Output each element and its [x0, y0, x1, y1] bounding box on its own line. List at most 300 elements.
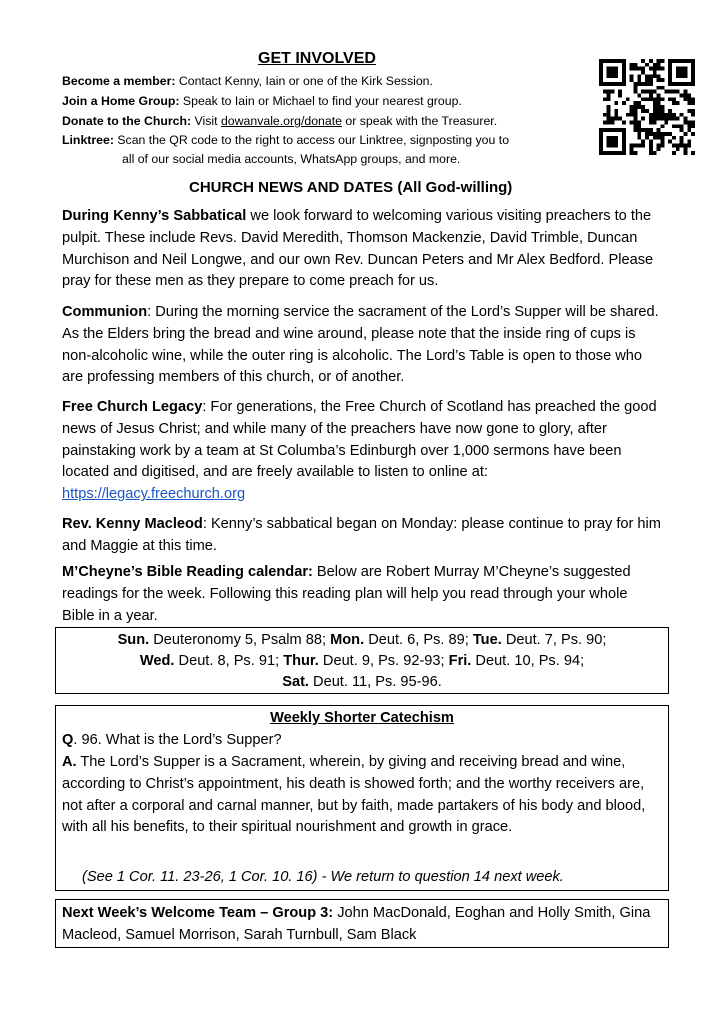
qr-module: [683, 143, 687, 147]
qr-module: [657, 128, 661, 132]
reading-text: Deut. 10, Ps. 94;: [471, 653, 585, 669]
qr-module: [607, 117, 611, 121]
qr-module: [683, 67, 687, 71]
qr-module: [649, 128, 653, 132]
qr-module: [622, 101, 626, 105]
qr-module: [676, 124, 680, 128]
qr-module: [660, 97, 664, 101]
qr-module: [641, 109, 645, 113]
qr-module: [683, 59, 687, 63]
qr-module: [680, 113, 684, 117]
qr-module: [614, 109, 618, 113]
qr-module: [637, 120, 641, 124]
qr-module: [614, 117, 618, 121]
qr-module: [599, 82, 603, 86]
qr-module: [691, 78, 695, 82]
qr-module: [618, 90, 622, 94]
qr-module: [668, 90, 672, 94]
qr-module: [660, 105, 664, 109]
reading-day: Sun.: [117, 632, 150, 648]
qr-module: [614, 136, 618, 140]
qr-module: [637, 128, 641, 132]
qr-module: [687, 143, 691, 147]
qr-module: [680, 124, 684, 128]
qr-module: [676, 82, 680, 86]
qr-module: [611, 82, 615, 86]
qr-module: [641, 59, 645, 63]
qr-module: [649, 74, 653, 78]
welcome-team-box: [55, 899, 669, 948]
qr-module: [680, 128, 684, 132]
qr-module: [657, 136, 661, 140]
qr-module: [599, 74, 603, 78]
qr-module: [641, 67, 645, 71]
qr-module: [649, 117, 653, 121]
qr-module: [641, 90, 645, 94]
qr-module: [680, 140, 684, 144]
qr-module: [634, 101, 638, 105]
qr-module: [599, 71, 603, 75]
qr-module: [603, 120, 607, 124]
qr-module: [607, 71, 611, 75]
reading-day: Mon.: [330, 632, 365, 648]
qr-module: [641, 117, 645, 121]
qr-module: [599, 143, 603, 147]
qr-module: [622, 136, 626, 140]
qr-module: [691, 67, 695, 71]
qr-module: [668, 71, 672, 75]
qr-module: [649, 147, 653, 151]
qr-module: [622, 59, 626, 63]
question-label: Q: [62, 732, 74, 748]
qr-module: [607, 67, 611, 71]
qr-module: [641, 143, 645, 147]
donate-text-after: or speak with the Treasurer.: [341, 114, 498, 128]
qr-module: [611, 117, 615, 121]
qr-module: [622, 82, 626, 86]
qr-module: [687, 97, 691, 101]
qr-module: [672, 82, 676, 86]
qr-module: [607, 113, 611, 117]
qr-module: [672, 136, 676, 140]
qr-module: [634, 128, 638, 132]
qr-module: [599, 63, 603, 67]
qr-module: [691, 82, 695, 86]
qr-module: [599, 147, 603, 151]
legacy-paragraph: [62, 397, 662, 506]
qr-module: [676, 90, 680, 94]
question-text: . 96. What is the Lord’s Supper?: [73, 732, 282, 748]
qr-module: [672, 124, 676, 128]
qr-module: [618, 82, 622, 86]
qr-module: [687, 59, 691, 63]
qr-module: [691, 120, 695, 124]
qr-module: [614, 113, 618, 117]
qr-module: [607, 120, 611, 124]
qr-code-icon[interactable]: [599, 59, 695, 155]
qr-module: [649, 97, 653, 101]
qr-module: [653, 63, 657, 67]
qr-module: [630, 151, 634, 155]
qr-module: [630, 147, 634, 151]
qr-module: [630, 120, 634, 124]
qr-module: [680, 82, 684, 86]
mcheyne-text: Below are Robert Murray M’Cheyne’s suggested readings for the week. Following this reading plan will help you read through your whole Bible in a year.: [62, 564, 631, 624]
qr-module: [649, 59, 653, 63]
qr-module: [664, 113, 668, 117]
qr-module: [645, 132, 649, 136]
qr-module: [637, 74, 641, 78]
qr-module: [672, 101, 676, 105]
qr-module: [687, 94, 691, 98]
qr-module: [637, 124, 641, 128]
qr-module: [611, 143, 615, 147]
sabbatical-paragraph: [62, 206, 662, 293]
qr-module: [645, 63, 649, 67]
qr-module: [653, 71, 657, 75]
qr-module: [614, 67, 618, 71]
qr-module: [614, 71, 618, 75]
qr-module: [645, 74, 649, 78]
kenny-text: : Kenny’s sabbatical began on Monday: please continue to pray for him and Maggie at this time.: [62, 516, 661, 554]
qr-module: [687, 128, 691, 132]
qr-module: [657, 143, 661, 147]
qr-module: [653, 67, 657, 71]
qr-module: [603, 113, 607, 117]
qr-module: [676, 74, 680, 78]
qr-module: [680, 136, 684, 140]
qr-module: [634, 105, 638, 109]
qr-module: [660, 124, 664, 128]
qr-module: [683, 71, 687, 75]
qr-module: [607, 151, 611, 155]
get-involved-title: GET INVOLVED: [258, 50, 376, 67]
qr-module: [607, 82, 611, 86]
qr-module: [614, 59, 618, 63]
qr-module: [660, 78, 664, 82]
qr-module: [614, 143, 618, 147]
qr-module: [649, 140, 653, 144]
qr-module: [680, 94, 684, 98]
qr-module: [672, 151, 676, 155]
qr-module: [676, 147, 680, 151]
become-member-text: Contact Kenny, Iain or one of the Kirk Session.: [175, 74, 433, 88]
qr-module: [664, 90, 668, 94]
qr-module: [607, 143, 611, 147]
qr-module: [611, 120, 615, 124]
qr-module: [691, 74, 695, 78]
welcome-team-text: [62, 903, 664, 947]
kenny-paragraph: [62, 514, 662, 558]
qr-module: [691, 109, 695, 113]
qr-module: [668, 97, 672, 101]
qr-module: [653, 136, 657, 140]
qr-module: [691, 113, 695, 117]
legacy-label: Free Church Legacy: [62, 399, 203, 415]
qr-module: [683, 120, 687, 124]
qr-module: [683, 90, 687, 94]
qr-module: [637, 132, 641, 136]
qr-module: [622, 132, 626, 136]
qr-module: [680, 59, 684, 63]
qr-module: [653, 132, 657, 136]
qr-module: [657, 117, 661, 121]
qr-module: [649, 90, 653, 94]
qr-module: [622, 74, 626, 78]
qr-module: [660, 140, 664, 144]
qr-module: [641, 97, 645, 101]
qr-module: [676, 59, 680, 63]
linktree-line: [62, 131, 509, 149]
qr-module: [630, 74, 634, 78]
qr-module: [668, 67, 672, 71]
qr-module: [653, 74, 657, 78]
qr-module: [660, 113, 664, 117]
qr-module: [645, 136, 649, 140]
qr-module: [683, 94, 687, 98]
qr-module: [599, 140, 603, 144]
linktree-continuation: all of our social media accounts, WhatsApp groups, and more.: [122, 152, 461, 166]
linktree-text: Scan the QR code to the right to access our Linktree, signposting you to: [113, 133, 510, 147]
qr-module: [683, 132, 687, 136]
qr-module: [630, 63, 634, 67]
catechism-title: Weekly Shorter Catechism: [270, 710, 454, 726]
qr-module: [687, 120, 691, 124]
qr-module: [603, 90, 607, 94]
qr-module: [622, 120, 626, 124]
qr-module: [687, 109, 691, 113]
legacy-link[interactable]: https://legacy.freechurch.org: [62, 486, 246, 503]
qr-module: [614, 128, 618, 132]
qr-module: [611, 67, 615, 71]
qr-module: [668, 59, 672, 63]
qr-module: [668, 140, 672, 144]
reading-text: Deut. 9, Ps. 92-93;: [318, 653, 449, 669]
qr-module: [599, 78, 603, 82]
answer-label: A.: [62, 754, 77, 770]
qr-module: [687, 82, 691, 86]
qr-module: [680, 71, 684, 75]
qr-module: [622, 143, 626, 147]
qr-module: [653, 97, 657, 101]
qr-module: [637, 136, 641, 140]
qr-module: [672, 90, 676, 94]
qr-module: [649, 78, 653, 82]
qr-module: [611, 136, 615, 140]
qr-module: [649, 67, 653, 71]
qr-module: [672, 143, 676, 147]
qr-module: [641, 105, 645, 109]
qr-module: [599, 151, 603, 155]
qr-module: [649, 82, 653, 86]
qr-module: [683, 147, 687, 151]
qr-module: [603, 97, 607, 101]
communion-paragraph: [62, 302, 662, 389]
qr-module: [653, 113, 657, 117]
qr-module: [634, 124, 638, 128]
donate-line: [62, 112, 497, 130]
qr-module: [691, 59, 695, 63]
qr-module: [657, 86, 661, 90]
qr-module: [691, 151, 695, 155]
communion-label: Communion: [62, 304, 148, 320]
qr-module: [603, 151, 607, 155]
qr-module: [637, 143, 641, 147]
qr-module: [657, 147, 661, 151]
qr-module: [691, 63, 695, 67]
qr-module: [660, 132, 664, 136]
qr-module: [668, 63, 672, 67]
qr-module: [649, 151, 653, 155]
qr-module: [668, 132, 672, 136]
reading-day: Wed.: [139, 653, 175, 669]
qr-module: [607, 128, 611, 132]
catechism-question: [62, 730, 282, 752]
qr-module: [645, 97, 649, 101]
qr-module: [691, 71, 695, 75]
qr-module: [637, 82, 641, 86]
welcome-team-label: Next Week’s Welcome Team – Group 3:: [62, 905, 334, 921]
qr-module: [649, 113, 653, 117]
qr-module: [691, 124, 695, 128]
qr-module: [653, 105, 657, 109]
qr-module: [676, 67, 680, 71]
qr-module: [599, 128, 603, 132]
qr-module: [672, 113, 676, 117]
qr-module: [611, 140, 615, 144]
qr-module: [634, 120, 638, 124]
qr-module: [672, 59, 676, 63]
qr-module: [618, 94, 622, 98]
qr-module: [599, 67, 603, 71]
qr-module: [664, 120, 668, 124]
qr-module: [649, 120, 653, 124]
legacy-text: : For generations, the Free Church of Scotland has preached the good news of Jesus Christ; and while many of the preachers have now gone to glory, after painstaking work by a team at St Columba’s Edinburgh over 1,000 sermons have been located and digitised, and are freely available to listen to online at:: [62, 399, 657, 481]
donate-link[interactable]: dowanvale.org/donate: [220, 114, 342, 128]
qr-module: [660, 59, 664, 63]
qr-module: [657, 59, 661, 63]
readings-line-3: [56, 672, 668, 693]
qr-module: [622, 140, 626, 144]
qr-module: [618, 117, 622, 121]
qr-module: [630, 109, 634, 113]
qr-module: [645, 78, 649, 82]
qr-module: [657, 132, 661, 136]
qr-module: [603, 82, 607, 86]
qr-module: [653, 101, 657, 105]
reading-text: Deut. 7, Ps. 90;: [501, 632, 607, 648]
qr-module: [634, 109, 638, 113]
mcheyne-paragraph: [62, 562, 662, 627]
donate-label: Donate to the Church:: [62, 114, 192, 128]
reading-day: Fri.: [448, 653, 472, 669]
qr-module: [645, 90, 649, 94]
sabbatical-label: During Kenny’s Sabbatical: [62, 208, 247, 224]
qr-module: [657, 97, 661, 101]
qr-module: [637, 105, 641, 109]
reading-day: Thur.: [283, 653, 319, 669]
qr-module: [672, 117, 676, 121]
home-group-line: [62, 92, 462, 110]
qr-module: [614, 151, 618, 155]
qr-module: [660, 136, 664, 140]
become-member-line: [62, 72, 433, 90]
reading-day: Sat.: [282, 674, 309, 690]
qr-module: [645, 128, 649, 132]
qr-module: [657, 105, 661, 109]
qr-module: [687, 124, 691, 128]
qr-module: [637, 78, 641, 82]
qr-module: [607, 94, 611, 98]
qr-module: [611, 128, 615, 132]
answer-text: The Lord’s Supper is a Sacrament, wherein, by giving and receiving bread and wine, according to Christ’s appointment, his death is showed forth; and the worthy receivers are, not after a corporal and carnal manner, but by faith, made partakers of his body and blood, with all his benefits, to their spiritual nourishment and growth in grace.: [62, 754, 646, 836]
qr-module: [622, 71, 626, 75]
qr-module: [599, 59, 603, 63]
qr-module: [683, 74, 687, 78]
qr-module: [618, 128, 622, 132]
qr-module: [637, 101, 641, 105]
qr-module: [687, 101, 691, 105]
qr-module: [607, 90, 611, 94]
qr-module: [676, 101, 680, 105]
qr-module: [634, 82, 638, 86]
qr-module: [607, 97, 611, 101]
qr-module: [614, 82, 618, 86]
qr-module: [641, 128, 645, 132]
qr-module: [634, 117, 638, 121]
reading-text: Deut. 6, Ps. 89;: [364, 632, 473, 648]
qr-module: [611, 71, 615, 75]
qr-module: [657, 63, 661, 67]
qr-module: [680, 74, 684, 78]
qr-module: [653, 151, 657, 155]
qr-module: [622, 67, 626, 71]
donate-text: Visit: [191, 114, 221, 128]
linktree-label: Linktree:: [62, 133, 114, 147]
qr-module: [630, 105, 634, 109]
become-member-label: Become a member:: [62, 74, 176, 88]
qr-module: [603, 59, 607, 63]
communion-text: : During the morning service the sacrament of the Lord’s Supper will be shared. As the Elders bring the bread and wine around, please note that the inside ring of cups is non-alcoholic wine, while the outer ring is alcoholic. The Lord’s Table is open to those who are professing members of this church, or of another.: [62, 304, 659, 386]
qr-module: [634, 67, 638, 71]
qr-module: [664, 117, 668, 121]
qr-module: [680, 143, 684, 147]
qr-module: [634, 90, 638, 94]
home-group-text: Speak to Iain or Michael to find your nearest group.: [179, 94, 462, 108]
qr-module: [691, 132, 695, 136]
qr-module: [634, 86, 638, 90]
qr-module: [630, 67, 634, 71]
qr-module: [634, 151, 638, 155]
qr-module: [683, 151, 687, 155]
qr-module: [622, 78, 626, 82]
qr-module: [607, 105, 611, 109]
qr-module: [653, 90, 657, 94]
qr-module: [657, 67, 661, 71]
qr-module: [657, 113, 661, 117]
qr-module: [680, 67, 684, 71]
qr-module: [607, 109, 611, 113]
qr-module: [630, 78, 634, 82]
qr-module: [653, 120, 657, 124]
qr-module: [668, 109, 672, 113]
home-group-label: Join a Home Group:: [62, 94, 180, 108]
qr-module: [683, 117, 687, 121]
qr-module: [611, 90, 615, 94]
qr-module: [626, 97, 630, 101]
qr-module: [641, 71, 645, 75]
qr-module: [607, 74, 611, 78]
